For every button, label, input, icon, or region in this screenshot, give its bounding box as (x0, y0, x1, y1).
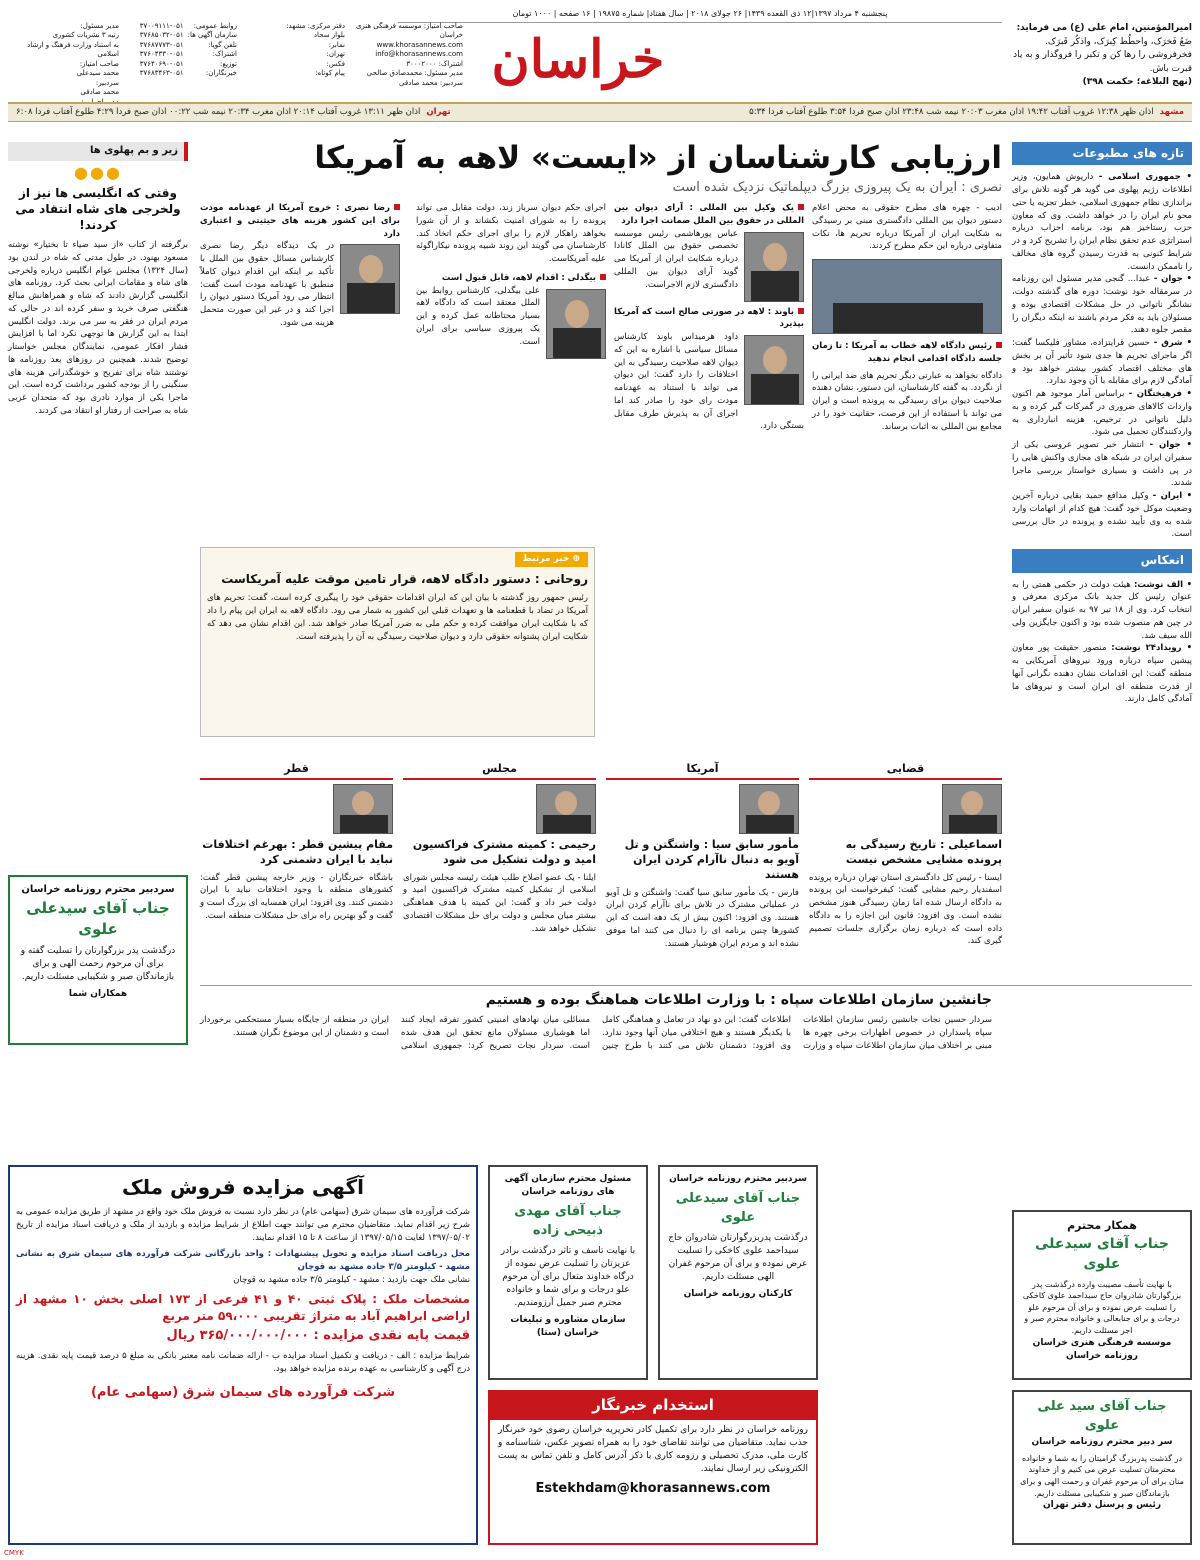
sherayat-label: سردبیر: (95, 78, 119, 87)
lead-box4-text: در یک دیدگاه دیگر رضا نصری کارشناس مسائل حقوق بین الملل با تأکید بر اینکه این اقدام دیوان کاملاً منطبق با عهدنامه مودت است گفت: انتظار می رود آمریکا دستور دیوان را اجرا کند و در غیر این صورت متحمل هزینه می شود. (200, 241, 334, 328)
lead-body-1: دادگاه نخواهد به عبارتی دیگر تحریم های ضد ایرانی را از نگردد. به گفته کارشناسان، این دستور، نشان دهنده صلاحیت دیوان برای رسیدگی به پرونده است و ایران می تواند با استفاده از این فرصت، حقانیت خود را در مجامع بین المللی به اثبات برساند. (812, 370, 1002, 432)
cat-label: قطر (200, 760, 393, 780)
condolence-ad-2 (658, 1165, 818, 1380)
sherayat-line: بلوار سجاد (313, 31, 345, 40)
right-ad-body: با نهایت تأسف مصیبت وارده درگذشت پدر بزرگوارتان شادروان حاج سیداحمد علوی کاخکی را تسلیت عرض نموده و برای آن مرحوم علو درجات و برای جنابعالی و خانواده محترم صبر و اجر مسئلت داریم. (1022, 1279, 1182, 1335)
bavand-photo (744, 335, 804, 405)
prayer-mashhad-times: اذان ظهر ۱۲:۳۸ غروب آفتاب ۱۹:۴۲ اذان مغرب ۲۰:۰۳ نیمه شب ۲۳:۴۸ اذان صبح فردا ۳:۵۴ طلوع آفتاب فردا ۵:۳۴ (749, 107, 1154, 118)
logo-text: خراسان (491, 29, 665, 90)
right-ad2-body: در گذشت پدربزرگ گرامیتان را به شما و خانواده محترمتان تسلیت عرض می کنیم و از خداوند منان برای آن مرحوم غفران و رحمت الهی و برای بازماندگان صبر و شکیبایی مسئلت داریم. (1020, 1453, 1184, 1498)
sherayat-line: پیام کوتاه: (315, 69, 345, 78)
auction-title: آگهی مزایده فروش ملک (122, 1175, 364, 1199)
zirobam-text: برگرفته از کتاب «از سید ضیاء تا بختیار» نوشته مسعود بهنود. در طول مدتی که شاه در لندن بود (سال ۱۳۲۴) مجلس عوام انگلیس درباره ولخرجی های شاه و مقامات ایرانی بحث کرد. روزنامه های انگلیسی گزارش دادند که شاه و همراهانش مبالغ هنگفتی صرف خرید و سفر کرده اند در حالی که مردم ایران در فقر به سر می برند. دولت انگلیس ابتدا به این گزارش ها توجهی نکرد اما با افزایش فشار افکار عمومی، نمایندگان مجلس خواستار توضیح شدند. همچنین در روزهای بعد روزنامه ها نوشتند شاه برای تفریح و خوشگذرانی هزینه های سنگینی را از بودجه کشور برداشت کرده است. این ماجرا یکی از موارد نادری بود که متحدان غربی شاه به صراحت از رفتار او انتقاد می کردند. (8, 240, 189, 416)
condol2-name: جناب آقای سیدعلی علوی (675, 1191, 801, 1225)
quote-box (1007, 22, 1192, 90)
sherayat-label: تلفن گویا: (208, 40, 237, 49)
sherayat-label: مدیر مسئول: (80, 22, 119, 30)
cmyk-corner: CMYK (4, 1548, 24, 1557)
hire-title: استخدام خبرنگار (490, 1392, 816, 1420)
right-ad-name: جناب آقای سیدعلی علوی (1035, 1235, 1169, 1273)
sherayat-line: فکس: (326, 59, 345, 68)
prayer-tehran-label: تهران (426, 107, 451, 118)
condolence-ad-right-1 (1012, 1210, 1192, 1380)
related-label-band (515, 552, 588, 567)
lead-col-3 (416, 202, 606, 363)
quote-body: ضَعُ فَخرَک، واحطُط کِبرَک، واذکُر قَبرَک. (1044, 36, 1192, 47)
condol3-name: جناب آقای سیدعلی علوی (26, 898, 170, 939)
condolence-ad-left (8, 875, 188, 1045)
lead-box5-title: باوند : لاهه در صورتی صالح است که آمریکا بپذیرد (614, 306, 804, 330)
dots-icon: ●●● (74, 162, 122, 182)
condolence-ad-right-2 (1012, 1390, 1192, 1545)
right-ad2-sub: سر دبیر محترم روزنامه خراسان (1031, 1436, 1173, 1447)
condol3-text: درگذشت پدر بزرگوارتان را تسلیت گفته و برای آن مرحوم رحمت الهی و برای بازماندگان صبر و شکیبایی مسئلت داریم. (20, 946, 176, 983)
related-news-box (200, 547, 595, 737)
condol2-title: سردبیر محترم روزنامه خراسان (669, 1174, 807, 1184)
matbuat-list (1012, 171, 1192, 541)
sherayat-block (8, 22, 463, 98)
condol2-text: درگذشت پدربزرگوارتان شادروان حاج سیداحمد علوی کاخکی را تسلیت عرض نموده و برای آن مرحوم غفران الهی مسئلت داریم. (668, 1232, 808, 1282)
condol1-text: با نهایت تاسف و تاثر درگذشت برادر عزیزتان را تسلیت عرض نموده از درگاه خداوند متعال برای آن مرحوم علو درجات و برای شما و خانواده محترم صبر جمیل آرزومندیم. (500, 1245, 636, 1308)
cat-photo (942, 784, 1002, 834)
auction-price: قیمت پایه نقدی مزایده : ۳۶۵/۰۰۰/۰۰۰/۰۰۰ ریال (166, 1328, 470, 1344)
zirobam-headline: وقتی که انگلیسی ها نیز از ولخرجی های شاه انتقاد می کردند! (15, 185, 181, 232)
sherayat-phone: ۳۷۶۴۰۶۹۰-۰۵۱ (139, 59, 184, 68)
plus-icon: ⊕ (572, 554, 580, 564)
condol2-sign: کارکنان روزنامه خراسان (683, 1288, 793, 1299)
condol1-name: جناب آقای مهدی ذبیحی زاده (514, 1204, 622, 1238)
sherayat-col-1 (9, 22, 119, 98)
hire-text: روزنامه خراسان در نظر دارد برای تکمیل کادر تحریریه خراسان رضوی خود خبرنگار جذب نماید. متقاضیان می توانند تقاضای خود را به همراه تصویر عکس، شناسنامه و کارت ملی، مدرک تحصیلی و رزومه کاری با ذکر آدرس کامل و تلفن تماس به پست الکترونیکی زیر ارسال نمایند. (498, 1424, 808, 1474)
cat-title: مقام پیشین قطر : بهرغم اختلافات نباید با ایران دشمنی کرد (202, 838, 393, 866)
sherayat-label: روابط عمومی: (193, 22, 237, 30)
section-title-enekas: انعکاس (1012, 549, 1192, 572)
lead-box2-text: عباس پورهاشمی رئیس موسسه تخصصی حقوق بین الملل کانادا درباره شکایت ایران از آمریکا می گوید آرای دیوان بین المللی دادگستری لازم الاجراست. (614, 228, 738, 290)
sherayat-line: سردبیر: محمد صادقی (399, 78, 463, 87)
auction-text: شرکت فرآورده های سیمان شرق (سهامی عام) در نظر دارد نسبت به فروش ملک خود واقع در مشهد از طریق مزایده عمومی به شرح زیر اقدام نماید. متقاضیان محترم می توانند جهت اطلاع از شرایط مزایده و بازدید از ملک و دریافت اسناد مزایده از تاریخ ۱۳۹۷/۰۵/۰۲ لغایت ۱۳۹۷/۰۵/۱۵ از ساعت ۸ تا ۱۵ اقدام نمایند. (16, 1207, 470, 1243)
enekas-list (1012, 579, 1192, 707)
sherayat-label: صاحب امتیاز: (79, 59, 119, 68)
sherayat-label: خبرنگاران: (205, 69, 237, 78)
sherayat-col-3 (245, 22, 345, 98)
sherayat-phone: ۳۷۶۸۳۴۶۳-۰۵۱ (139, 69, 184, 78)
quote-title: امیرالمؤمنین، امام علی (ع) می فرماید: (1016, 23, 1192, 33)
right-ad2-title: جناب آقای سید علی علوی (1037, 1399, 1167, 1433)
cat-photo (333, 784, 393, 834)
sepah-headline: جانشین سازمان اطلاعات سپاه : با وزارت اطلاعات هماهنگ بوده و هستیم (485, 992, 992, 1008)
condol1-title: مسئول محترم سازمان آگهی های روزنامه خراسان (504, 1174, 632, 1198)
right-ad2-sign: رئیس و پرسنل دفتر تهران (1042, 1500, 1162, 1511)
right-ad-sign2: روزنامه خراسان (1066, 1350, 1138, 1361)
masthead (8, 8, 1192, 100)
lead-box3-text: علی بیگدلی، کارشناس روابط بین الملل معتقد است که دادگاه لاهه بسیار محتاطانه عمل کرده و این یک پیروزی سیاسی برای ایران است. (416, 285, 540, 347)
auction-ad (8, 1165, 478, 1545)
left-column (8, 142, 188, 862)
list-item: • الف نوشت: هیئت دولت در حکمی همتی را به عنوان رئیس کل جدید بانک مرکزی معرفی و انتخاب کرد. وی از ۱۸ تیر ۹۷ به عنوان سفیر ایران در چین هم منصوب شده بود و اکنون جایگزین ولی الله سیف شد. (1012, 579, 1193, 641)
sherayat-col-4 (353, 22, 463, 98)
sherayat-line: info@khorasannews.com (375, 50, 463, 59)
prayer-mashhad-label: مشهد (1159, 107, 1184, 118)
nasri-photo (340, 244, 400, 314)
cat-text: فارس - یک مأمور سابق سیا گفت: واشنگتن و تل آویو در عملیاتی مشترک در تلاش برای ناآرام کردن ایران هستند. وی افزود: اکنون بیش از یک دهه است که این کشورها چنین برنامه ای را دنبال می کنند اما موفق نشده اند و مردم ایران هوشیار هستند. (606, 887, 799, 949)
sepah-story (200, 985, 1192, 1150)
cat-item (403, 760, 596, 975)
cat-item (606, 760, 799, 975)
sherayat-phone: ۳۷۰۰۹۱۱۱-۰۵۱ (139, 22, 184, 30)
section-title-zirobam: زیر و بم پهلوی ها (8, 142, 188, 161)
sherayat-col-2 (127, 22, 237, 98)
sherayat-line: اشتراک: ۳۰۰۰۲۰۰۰ (406, 59, 463, 68)
lead-story (200, 142, 1002, 744)
cat-item (809, 760, 1002, 975)
sherayat-label: اشتراک: (212, 50, 237, 59)
cat-text: ایسنا - رئیس کل دادگستری استان تهران درباره پرونده اسفندیار رحیم مشایی گفت: کیفرخواست این پرونده به دادگاه ارسال شده اما زمان رسیدگی هنوز مشخص نشده است. وی افزود: قانون این اجازه را به دادگاه داده است که درباره زمان برگزاری جلسات تصمیم گیری کند. (809, 872, 1002, 947)
court-photo (812, 259, 1002, 334)
cat-title: اسماعیلی : تاریخ رسیدگی به پرونده مشایی مشخص نیست (845, 838, 1002, 866)
cat-title: رحیمی : کمیته مشترک فراکسیون امید و دولت تشکیل می شود (412, 838, 596, 866)
sepah-text: سردار حسین نجات جانشین رئیس سازمان اطلاعات سپاه پاسداران در خصوص اظهارات برخی چهره ها مبنی بر اختلاف میان سازمان اطلاعات سپاه و وزارت اطلاعات گفت: این دو نهاد در تعامل و هماهنگی کامل با یکدیگر هستند و هیچ اختلافی میان آنها وجود ندارد. وی افزود: دشمنان تلاش می کنند با طرح چنین مسائلی میان نهادهای امنیتی کشور تفرقه ایجاد کنند اما هوشیاری مسئولان مانع تحقق این هدف شده است. سردار نجات تصریح کرد: جمهوری اسلامی ایران در منطقه از جایگاه بسیار مستحکمی برخوردار است و دشمنان از این موضوع نگران هستند. (200, 1015, 992, 1051)
lead-col-4 (200, 202, 400, 330)
logo (478, 22, 678, 98)
cat-label: آمریکا (606, 760, 799, 780)
sherayat-phone: ۳۷۶۰۴۳۳۰-۰۵۱ (139, 50, 184, 59)
lead-box1-caption: رئیس دادگاه لاهه خطاب به آمریکا : تا زمان جلسه دادگاه اقدامی انجام ندهید (812, 341, 1002, 364)
right-ad-sign: موسسه فرهنگی هنری خراسان (1032, 1337, 1172, 1348)
right-ad-title: همکار محترم (1067, 1219, 1137, 1232)
auction-line2: نشانی ملک جهت بازدید : مشهد - کیلومتر ۳/۵ جاده مشهد به قوچان (233, 1274, 470, 1285)
auction-line1: محل دریافت اسناد مزایده و تحویل پیشنهادات : واحد بازرگانی شرکت فرآورده های سیمان شرق به نشانی مشهد - کیلومتر ۳/۵ جاده مشهد به قوچان (16, 1249, 470, 1272)
lead-box4-title: رضا نصری : خروج آمریکا از عهدنامه مودت برای این کشور هزینه های حیثیتی و اعتباری دارد (200, 203, 400, 239)
lead-box3-title: بیگدلی : اقدام لاهه، قابل قبول است (416, 272, 606, 285)
hire-email[interactable]: Estekhdam@khorasannews.com (535, 1480, 771, 1496)
lead-box5-text: داود هرمیداس باوند کارشناس مسائل سیاسی با اشاره به این که دیوان لاهه صلاحیت رسیدگی به این اختلافات را دارد گفت: این دیوان می تواند با استناد به عهدنامه مودت رای خود را صادر کند اما اجرای آن به پذیرش طرف مقابل بستگی دارد. (614, 332, 804, 432)
cat-label: قضایی (809, 760, 1002, 780)
sherayat-line: نمابر: (328, 40, 345, 49)
list-item: • ایران - وکیل مدافع حمید بقایی درباره آخرین وضعیت موکل خود گفت: هیچ کدام از اتهامات وارد شده به وی تأیید نشده و پرونده در حال بررسی است. (1012, 491, 1193, 540)
prayer-times-strip (8, 102, 1192, 122)
cat-photo (536, 784, 596, 834)
lead-subhead: نصری : ایران به یک پیروزی بزرگ دیپلماتیک نزدیک شده است (672, 179, 1002, 195)
section-title-matbuat: تازه های مطبوعات (1012, 142, 1192, 165)
sherayat-line: محمد صادقی (80, 88, 119, 97)
related-title: روحانی : دستور دادگاه لاهه، قرار تامین موقت علیه آمریکاست (221, 572, 588, 587)
sherayat-label: سازمان آگهی ها: (187, 31, 237, 40)
auction-footer: شرکت فرآورده های سیمان شرق (سهامی عام) (90, 1384, 396, 1400)
lead-col-1 (812, 202, 1002, 433)
related-text: رئیس جمهور روز گذشته با بیان این که ایران اقدامات حقوقی خود را پیگیری کرده است، گفت: تحریم های آمریکا در تضاد با قطعنامه ها و تعهدات قبلی این کشور به شمار می رود. دادگاه لاهه به ایران این پیام را داد که با شکایت ایران موافقت کرده و حکم ملی به ضرر آمریکا صادر خواهد شد. این اقدام نشان می دهد که شکایت ایران پشتوانه حقوقی دارد و دیوان صلاحیت رسیدگی به آن را پذیرفته است. (207, 593, 588, 642)
prayer-mashhad (749, 106, 1184, 118)
list-item: • جمهوری اسلامی - داریوش همایون، وزیر اطلاعات رژیم پهلوی می گوید هر گونه تلاش برای براندازی نظام جمهوری اسلامی، خطر تجزیه یا حتی محو نام ایران را در خواهد داشت. وی که معاون حزب رستاخیز هم بود، برنامه احزاب درباره استراتژی عدم تحقق نظام ایران را تشریح کرد و در شرایط کنونی به قدرت رسیدن گروه های مخالف را ناممکن دانست. (1012, 172, 1192, 272)
sherayat-line: صاحب امتیاز: موسسه فرهنگی هنری خراسان (355, 22, 463, 40)
quote-translation: فخرفروشی را رها کن و تکبر را فروگذار و به یاد قبرت باش. (1013, 50, 1192, 74)
sherayat-line: مدیر مسئول: محمدصادق صالحی (366, 69, 463, 78)
prayer-tehran-times: اذان ظهر ۱۳:۱۱ غروب آفتاب ۲۰:۱۴ اذان مغرب ۲۰:۳۴ نیمه شب ۰۰:۲۲ اذان صبح فردا ۴:۲۹ طلوع آفتاب فردا ۶:۰۸ (16, 107, 421, 118)
quote-source: (نهج البلاغه؛ حکمت ۳۹۸) (1082, 77, 1192, 87)
cat-label: مجلس (403, 760, 596, 780)
hiring-ad (488, 1390, 818, 1545)
cat-text: باشگاه خبرنگاران - وزیر خارجه پیشین قطر گفت: کشورهای منطقه با وجود اختلافات نباید با ایران دشمنی کنند. وی افزود: ایران همسایه ای بزرگ است و گفت و گو بهترین راه برای حل مشکلات منطقه است. (200, 872, 393, 921)
pourhashemi-photo (744, 232, 804, 302)
sherayat-line: محمد سیدعلی (76, 69, 119, 78)
lead-col-2 (614, 202, 804, 433)
cat-photo (739, 784, 799, 834)
date-line: پنجشنبه ۴ مرداد ۱۳۹۷|۱۲ ذی القعده ۱۴۳۹| ۲۶ جولای ۲۰۱۸ | سال هفتاد| شماره ۱۹۸۷۵ | ۱۶ صفحه | ۱۰۰۰ تومان (398, 8, 1002, 23)
sherayat-phone: ۳۷۶۸۵۰۳۲-۰۵۱ (139, 31, 184, 40)
condol3-title: سردبیر محترم روزنامه خراسان (21, 884, 175, 895)
prayer-tehran (16, 106, 451, 118)
sherayat-line: به استناد وزارت فرهنگ و ارشاد اسلامی (27, 40, 119, 59)
sherayat-phone: ۳۷۶۸۷۷۷۳-۰۵۱ (139, 40, 184, 49)
cat-title: مأمور سابق سیا : واشنگتن و تل آویو به دنبال ناآرام کردن ایران هستند (624, 838, 799, 881)
lead-box2-title: یک وکیل بین المللی : آرای دیوان بین المللی در حقوق بین الملل ضمانت اجرا دارد (614, 203, 804, 226)
lead-intro: ادیب - چهره های مطرح حقوقی به محض اعلام دستور دیوان بین المللی دادگستری مبنی بر رسیدگی به شکایت ایران از آمریکا درباره تحریم ها، نکات متفاوتی درباره این حکم مطرح کردند. (812, 203, 1002, 252)
list-item: • جوان - انتشار خبر تصویر عروسی یکی از سفیران ایران در شبکه های مجازی واکنش هایی را در پی داشت و بسیاری خواستار بررسی ماجرا شدند. (1012, 440, 1192, 489)
auction-terms: شرایط مزایده : الف - دریافت و تکمیل اسناد مزایده ب - ارائه ضمانت نامه معتبر بانکی به مبلغ ۵ درصد قیمت پایه نقدی. هزینه درج آگهی و کارشناسی به عهده برنده مزایده خواهد بود. (16, 1351, 470, 1374)
auction-spec: مشخصات ملک : پلاک ثبتی ۴۰ و ۴۱ فرعی از ۱۷۳ اصلی بخش ۱۰ مشهد از اراضی ابراهیم آباد به متراژ تقریبی ۵۹،۰۰۰ متر مربع (16, 1291, 470, 1323)
lead-headline: ارزیابی کارشناسان از «ایست» لاهه به آمریکا (314, 140, 1002, 176)
list-item: • جوان - عبدا... گنجی مدیر مسئول این روزنامه در سرمقاله خود نوشت: دوره های گذشته دولت، نشانگر ناتوانی در حل مشکلات اقتصادی بوده و مسئولان باید به فکر مردم باشند نه اینکه دیگران را مقصر جلوه دهند. (1012, 274, 1192, 336)
sherayat-line: تهران: (326, 50, 345, 59)
list-item: • شرق - حسین قرایتزاده، مشاور فلیکسا گفت: اگر ماجرای تحریم ها جدی شود تأثیر آن بر بخش های مختلف اقتصاد کشور بیشتر خواهد بود و آمادگی لازم برای مقابله با آن وجود ندارد. (1012, 338, 1193, 387)
bigdeli-photo (546, 289, 606, 359)
list-item: • رویداد۲۴ نوشت: منصور حقیقت پور معاون پیشین سپاه درباره ورود نیروهای آمریکایی به منطقه گفت: این اقدامات نشان دهنده نگرانی آنها از قدرت منطقه ای ایران است و نیروهای ما آمادگی کامل دارند. (1012, 643, 1193, 705)
category-row (200, 760, 1002, 975)
sherayat-line: دفتر مرکزی: مشهد: (286, 22, 345, 30)
cat-text: ایلنا - یک عضو اصلاح طلب هیئت رئیسه مجلس شورای اسلامی از تشکیل کمیته مشترک فراکسیون امید و دولت خبر داد و گفت: این کمیته با هدف هماهنگی بیشتر میان مجلس و دولت برای حل مشکلات اقتصادی تشکیل خواهد شد. (403, 872, 596, 934)
cat-item (200, 760, 393, 975)
lead-body-2: اجرای حکم دیوان سرباز زند، دولت مقابل می تواند پرونده را به شورای امنیت بکشاند و از آن شورا بخواهد راهکار لازم را برای اجرای حکم اتخاذ کند. کارشناسان می گویند این روند شبیه پرونده نیکاراگوئه علیه آمریکاست. (416, 203, 606, 264)
sherayat-line: www.khorasannews.com (376, 40, 463, 49)
condol3-sign: همکاران شما (68, 989, 128, 1000)
condol1-sign: سازمان مشاوره و تبلیغات خراسان (ستا) (510, 1315, 626, 1339)
condolence-ad-1 (488, 1165, 648, 1380)
related-label: خبر مرتبط (522, 554, 570, 564)
list-item: • فرهیختگان - براساس آمار موجود هم اکنون واردات کالاهای ضروری در گمرکات گیر کرده و به دلیل ناتوانی در ترخیص، هزینه انبارداری به واردکنندگان تحمیل می شود. (1012, 389, 1192, 438)
sherayat-line: رتبه ۳ نشریات کشوری (52, 31, 119, 40)
sherayat-label: توزیع: (220, 59, 237, 68)
